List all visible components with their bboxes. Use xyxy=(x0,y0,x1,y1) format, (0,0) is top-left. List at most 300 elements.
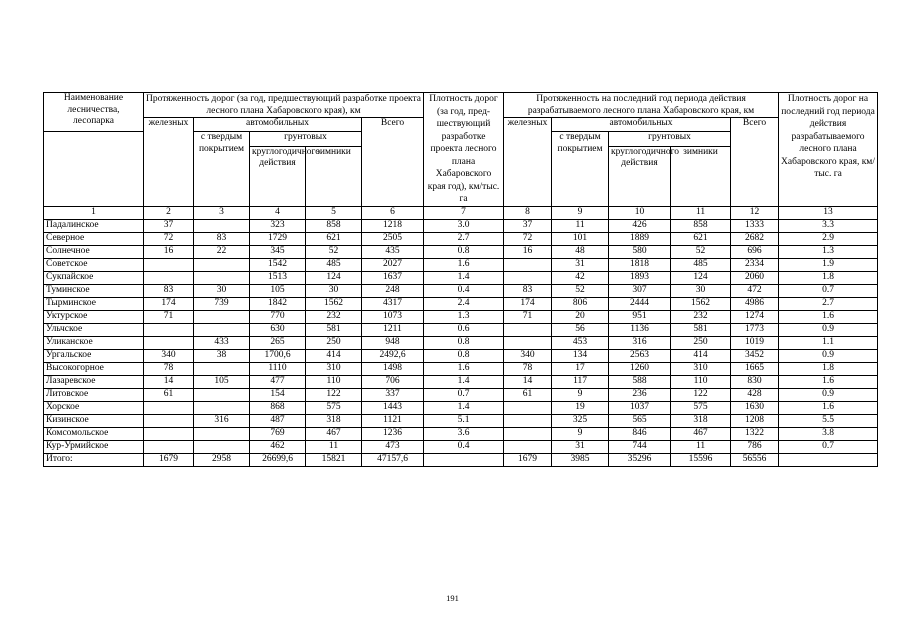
table-cell: 72 xyxy=(504,232,552,245)
table-row xyxy=(44,362,878,375)
table-cell: 0.4 xyxy=(424,284,504,297)
table-row xyxy=(44,310,878,323)
table-cell: 47157,6 xyxy=(362,453,424,466)
table-cell: 11 xyxy=(306,440,362,453)
table-cell: 1700,6 xyxy=(250,349,306,362)
table-cell: 11 xyxy=(552,219,609,232)
table-cell: 154 xyxy=(250,388,306,401)
table-cell: 318 xyxy=(671,414,731,427)
table-cell: 858 xyxy=(306,219,362,232)
table-cell: 0.8 xyxy=(424,245,504,258)
table-cell xyxy=(504,271,552,284)
table-cell: 232 xyxy=(671,310,731,323)
column-number: 5 xyxy=(306,206,362,219)
table-cell: 345 xyxy=(250,245,306,258)
header-year-round-last: круглогодичного действия xyxy=(609,146,671,206)
table-cell: 1729 xyxy=(250,232,306,245)
header-dirt: грунтовых xyxy=(250,132,362,146)
table-cell xyxy=(504,323,552,336)
table-cell: 42 xyxy=(552,271,609,284)
table-cell: 1.4 xyxy=(424,271,504,284)
table-cell: 1498 xyxy=(362,362,424,375)
table-cell: 15821 xyxy=(306,453,362,466)
column-number: 3 xyxy=(194,206,250,219)
header-last-density: Плотность дорог на последний год периода действия разрабатываемого лесного плана Хабаровского края, км/тыс. га xyxy=(779,93,878,207)
table-cell: 250 xyxy=(671,336,731,349)
table-cell: 316 xyxy=(609,336,671,349)
table-cell xyxy=(144,414,194,427)
table-cell: 428 xyxy=(731,388,779,401)
table-cell: 868 xyxy=(250,401,306,414)
table-cell: 1322 xyxy=(731,427,779,440)
table-cell xyxy=(144,427,194,440)
table-cell xyxy=(194,258,250,271)
table-cell: 5.1 xyxy=(424,414,504,427)
table-cell: 1.6 xyxy=(779,310,878,323)
column-number: 10 xyxy=(609,206,671,219)
table-cell: 1218 xyxy=(362,219,424,232)
table-cell: 2.4 xyxy=(424,297,504,310)
table-cell: 265 xyxy=(250,336,306,349)
table-cell: 78 xyxy=(144,362,194,375)
column-number: 12 xyxy=(731,206,779,219)
table-cell: 35296 xyxy=(609,453,671,466)
table-cell: 414 xyxy=(306,349,362,362)
table-cell: 948 xyxy=(362,336,424,349)
table-cell: 22 xyxy=(194,245,250,258)
table-cell: 1542 xyxy=(250,258,306,271)
table-cell: 1.6 xyxy=(779,401,878,414)
column-number: 1 xyxy=(44,206,144,219)
header-total-last: Всего xyxy=(731,118,779,207)
road-table xyxy=(43,92,878,467)
table-cell: 706 xyxy=(362,375,424,388)
table-row xyxy=(44,297,878,310)
table-cell: 52 xyxy=(306,245,362,258)
table-cell: 122 xyxy=(671,388,731,401)
forestry-name: Уктурское xyxy=(44,310,144,323)
table-cell: 17 xyxy=(552,362,609,375)
forestry-name: Уликанское xyxy=(44,336,144,349)
forestry-name: Кур-Урмийское xyxy=(44,440,144,453)
table-cell: 1443 xyxy=(362,401,424,414)
table-cell: 101 xyxy=(552,232,609,245)
table-cell: 3985 xyxy=(552,453,609,466)
table-cell: 1.6 xyxy=(424,258,504,271)
column-numbers-row xyxy=(44,206,878,219)
forestry-name: Советское xyxy=(44,258,144,271)
column-number: 9 xyxy=(552,206,609,219)
header-railway-last: железных xyxy=(504,118,552,207)
table-cell: 1037 xyxy=(609,401,671,414)
table-cell: 48 xyxy=(552,245,609,258)
table-cell: 3452 xyxy=(731,349,779,362)
table-cell: 433 xyxy=(194,336,250,349)
table-cell: 2060 xyxy=(731,271,779,284)
table-cell: 1818 xyxy=(609,258,671,271)
table-cell: 0.7 xyxy=(779,284,878,297)
table-cell: 4317 xyxy=(362,297,424,310)
table-cell xyxy=(194,440,250,453)
table-cell: 1.1 xyxy=(779,336,878,349)
table-cell: 340 xyxy=(144,349,194,362)
table-cell: 1513 xyxy=(250,271,306,284)
forestry-name: Кизинское xyxy=(44,414,144,427)
table-cell: 71 xyxy=(504,310,552,323)
table-cell xyxy=(504,427,552,440)
table-cell: 83 xyxy=(504,284,552,297)
table-cell: 250 xyxy=(306,336,362,349)
table-cell: 1.6 xyxy=(779,375,878,388)
forestry-name: Солнечное xyxy=(44,245,144,258)
table-cell: 337 xyxy=(362,388,424,401)
table-cell: 71 xyxy=(144,310,194,323)
table-cell: 467 xyxy=(306,427,362,440)
table-cell: 0.7 xyxy=(779,440,878,453)
table-cell xyxy=(144,336,194,349)
table-cell: 414 xyxy=(671,349,731,362)
table-cell: 1260 xyxy=(609,362,671,375)
table-cell xyxy=(194,323,250,336)
table-cell: 134 xyxy=(552,349,609,362)
table-cell: 0.9 xyxy=(779,323,878,336)
table-row xyxy=(44,414,878,427)
table-cell: 473 xyxy=(362,440,424,453)
table-row xyxy=(44,232,878,245)
header-prev-density: Плотность дорог (за год, пред-шествующий разработке проекта лесного плана Хабаровского края год), км/тыс. га xyxy=(424,93,504,207)
table-cell: 19 xyxy=(552,401,609,414)
table-cell xyxy=(504,258,552,271)
table-cell: 110 xyxy=(306,375,362,388)
table-cell: 124 xyxy=(671,271,731,284)
table-cell: 467 xyxy=(671,427,731,440)
table-cell xyxy=(194,271,250,284)
column-number: 6 xyxy=(362,206,424,219)
forestry-name: Хорское xyxy=(44,401,144,414)
table-row xyxy=(44,258,878,271)
table-cell: 1.4 xyxy=(424,375,504,388)
table-row xyxy=(44,388,878,401)
table-cell: 1562 xyxy=(671,297,731,310)
table-cell: 307 xyxy=(609,284,671,297)
table-cell: 340 xyxy=(504,349,552,362)
table-cell: 575 xyxy=(671,401,731,414)
table-cell: 0.6 xyxy=(424,323,504,336)
table-cell: 15596 xyxy=(671,453,731,466)
table-cell: 0.8 xyxy=(424,349,504,362)
table-cell xyxy=(504,401,552,414)
forestry-name: Литовское xyxy=(44,388,144,401)
table-cell: 83 xyxy=(194,232,250,245)
table-cell: 462 xyxy=(250,440,306,453)
table-cell: 2958 xyxy=(194,453,250,466)
forestry-name: Сукпайское xyxy=(44,271,144,284)
forestry-name: Итого: xyxy=(44,453,144,466)
table-cell: 1.8 xyxy=(779,271,878,284)
table-cell: 0.8 xyxy=(424,336,504,349)
table-cell: 2492,6 xyxy=(362,349,424,362)
table-cell: 575 xyxy=(306,401,362,414)
forestry-name: Северное xyxy=(44,232,144,245)
table-cell: 1.9 xyxy=(779,258,878,271)
header-last-length: Протяженность на последний год периода действия разрабатываемого лесного плана Хабаровского края, км xyxy=(504,93,779,118)
table-cell: 26699,6 xyxy=(250,453,306,466)
table-cell: 11 xyxy=(671,440,731,453)
table-cell: 769 xyxy=(250,427,306,440)
table-cell: 630 xyxy=(250,323,306,336)
table-row xyxy=(44,401,878,414)
table-cell: 318 xyxy=(306,414,362,427)
table-row xyxy=(44,323,878,336)
table-cell xyxy=(144,401,194,414)
table-cell: 0.7 xyxy=(424,388,504,401)
table-row xyxy=(44,219,878,232)
table-cell: 1.8 xyxy=(779,362,878,375)
table-cell: 31 xyxy=(552,440,609,453)
table-cell: 1110 xyxy=(250,362,306,375)
table-cell: 37 xyxy=(144,219,194,232)
table-cell: 1019 xyxy=(731,336,779,349)
table-cell: 2563 xyxy=(609,349,671,362)
table-cell: 232 xyxy=(306,310,362,323)
table-cell: 1665 xyxy=(731,362,779,375)
table-cell: 9 xyxy=(552,388,609,401)
table-cell: 1773 xyxy=(731,323,779,336)
table-cell: 1.4 xyxy=(424,401,504,414)
table-cell: 52 xyxy=(552,284,609,297)
table-cell: 786 xyxy=(731,440,779,453)
table-cell: 1.6 xyxy=(424,362,504,375)
table-row xyxy=(44,375,878,388)
table-row xyxy=(44,349,878,362)
table-cell: 310 xyxy=(671,362,731,375)
table-cell: 0.4 xyxy=(424,440,504,453)
table-cell xyxy=(194,362,250,375)
table-cell: 1211 xyxy=(362,323,424,336)
forestry-name: Ургальское xyxy=(44,349,144,362)
column-number: 4 xyxy=(250,206,306,219)
table-row xyxy=(44,284,878,297)
table-cell xyxy=(194,310,250,323)
table-cell: 1274 xyxy=(731,310,779,323)
column-number: 8 xyxy=(504,206,552,219)
header-prev-length: Протяженность дорог (за год, предшествующий разработке проекта лесного плана Хабаровского края), км xyxy=(144,93,424,118)
table-row xyxy=(44,271,878,284)
table-cell: 310 xyxy=(306,362,362,375)
table-cell: 1630 xyxy=(731,401,779,414)
table-cell: 453 xyxy=(552,336,609,349)
forestry-name: Высокогорное xyxy=(44,362,144,375)
table-cell: 14 xyxy=(144,375,194,388)
table-cell: 16 xyxy=(504,245,552,258)
table-cell: 61 xyxy=(144,388,194,401)
table-cell: 72 xyxy=(144,232,194,245)
table-cell: 477 xyxy=(250,375,306,388)
table-cell: 14 xyxy=(504,375,552,388)
table-cell: 30 xyxy=(306,284,362,297)
table-cell: 739 xyxy=(194,297,250,310)
table-cell xyxy=(144,258,194,271)
table-cell: 472 xyxy=(731,284,779,297)
table-cell: 37 xyxy=(504,219,552,232)
table-cell: 124 xyxy=(306,271,362,284)
table-cell: 20 xyxy=(552,310,609,323)
table-cell: 105 xyxy=(194,375,250,388)
table-cell: 2027 xyxy=(362,258,424,271)
table-cell: 1121 xyxy=(362,414,424,427)
table-cell: 4986 xyxy=(731,297,779,310)
table-cell xyxy=(424,453,504,466)
header-winter: зимники xyxy=(306,146,362,206)
table-cell: 61 xyxy=(504,388,552,401)
header-winter-last: зимники xyxy=(671,146,731,206)
table-cell: 485 xyxy=(306,258,362,271)
table-cell: 565 xyxy=(609,414,671,427)
table-cell: 2.7 xyxy=(779,297,878,310)
table-cell: 1679 xyxy=(504,453,552,466)
header-dirt-last: грунтовых xyxy=(609,132,731,146)
table-cell xyxy=(779,453,878,466)
table-cell: 38 xyxy=(194,349,250,362)
table-cell: 1333 xyxy=(731,219,779,232)
forestry-name: Падалинское xyxy=(44,219,144,232)
column-number: 13 xyxy=(779,206,878,219)
header-hard-surface: с твердым покрытием xyxy=(194,132,250,206)
table-cell: 30 xyxy=(194,284,250,297)
table-cell: 174 xyxy=(504,297,552,310)
table-cell: 581 xyxy=(671,323,731,336)
table-cell: 56 xyxy=(552,323,609,336)
table-row xyxy=(44,245,878,258)
header-total: Всего xyxy=(362,118,424,207)
table-cell: 110 xyxy=(671,375,731,388)
forestry-name: Ульчское xyxy=(44,323,144,336)
table-cell: 325 xyxy=(552,414,609,427)
forestry-name: Туминское xyxy=(44,284,144,297)
table-cell xyxy=(504,440,552,453)
table-cell: 31 xyxy=(552,258,609,271)
table-cell: 580 xyxy=(609,245,671,258)
table-cell: 485 xyxy=(671,258,731,271)
table-cell: 105 xyxy=(250,284,306,297)
table-cell: 621 xyxy=(306,232,362,245)
table-cell: 3.3 xyxy=(779,219,878,232)
table-cell: 1842 xyxy=(250,297,306,310)
forestry-name: Тырминское xyxy=(44,297,144,310)
table-cell: 806 xyxy=(552,297,609,310)
table-row xyxy=(44,427,878,440)
table-cell: 830 xyxy=(731,375,779,388)
table-cell: 1236 xyxy=(362,427,424,440)
table-cell xyxy=(504,414,552,427)
table-cell: 1893 xyxy=(609,271,671,284)
table-cell: 9 xyxy=(552,427,609,440)
header-name-col: Наименование лесничества, лесопарка xyxy=(44,93,144,132)
table-cell: 426 xyxy=(609,219,671,232)
table-row xyxy=(44,336,878,349)
table-cell: 0.9 xyxy=(779,349,878,362)
table-cell: 1562 xyxy=(306,297,362,310)
column-number: 2 xyxy=(144,206,194,219)
table-cell: 2505 xyxy=(362,232,424,245)
table-cell xyxy=(144,271,194,284)
table-cell: 588 xyxy=(609,375,671,388)
table-cell: 248 xyxy=(362,284,424,297)
header-name-col-cont xyxy=(44,132,144,206)
table-cell: 5.5 xyxy=(779,414,878,427)
header-auto-last: автомобильных xyxy=(552,118,731,132)
column-number: 7 xyxy=(424,206,504,219)
table-cell: 1889 xyxy=(609,232,671,245)
table-cell: 56556 xyxy=(731,453,779,466)
table-cell: 2.7 xyxy=(424,232,504,245)
table-cell: 122 xyxy=(306,388,362,401)
table-cell: 1073 xyxy=(362,310,424,323)
table-cell: 951 xyxy=(609,310,671,323)
table-cell: 3.0 xyxy=(424,219,504,232)
table-cell: 1.3 xyxy=(424,310,504,323)
table-cell: 435 xyxy=(362,245,424,258)
table-cell: 487 xyxy=(250,414,306,427)
table-cell: 2682 xyxy=(731,232,779,245)
table-cell: 770 xyxy=(250,310,306,323)
table-cell: 581 xyxy=(306,323,362,336)
page-number: 191 xyxy=(446,593,459,603)
table-cell: 744 xyxy=(609,440,671,453)
table-cell xyxy=(144,440,194,453)
header-auto: автомобильных xyxy=(194,118,362,132)
header-hard-surface-last: с твердым покрытием xyxy=(552,132,609,206)
table-cell xyxy=(194,427,250,440)
table-cell xyxy=(504,336,552,349)
forestry-name: Комсомольское xyxy=(44,427,144,440)
table-cell: 83 xyxy=(144,284,194,297)
table-cell xyxy=(194,219,250,232)
table-cell: 2.9 xyxy=(779,232,878,245)
table-cell: 117 xyxy=(552,375,609,388)
table-cell: 3.8 xyxy=(779,427,878,440)
table-cell: 0.9 xyxy=(779,388,878,401)
table-cell: 846 xyxy=(609,427,671,440)
table-cell: 621 xyxy=(671,232,731,245)
header-railway: железных xyxy=(144,118,194,207)
table-cell: 174 xyxy=(144,297,194,310)
forestry-name: Лазаревское xyxy=(44,375,144,388)
table-cell: 2444 xyxy=(609,297,671,310)
table-cell: 316 xyxy=(194,414,250,427)
table-cell: 52 xyxy=(671,245,731,258)
table-cell xyxy=(194,401,250,414)
column-number: 11 xyxy=(671,206,731,219)
table-cell: 696 xyxy=(731,245,779,258)
table-cell: 16 xyxy=(144,245,194,258)
table-cell: 1637 xyxy=(362,271,424,284)
table-row xyxy=(44,453,878,466)
table-cell: 236 xyxy=(609,388,671,401)
table-cell: 858 xyxy=(671,219,731,232)
table-cell: 30 xyxy=(671,284,731,297)
table-cell xyxy=(194,388,250,401)
table-cell: 1208 xyxy=(731,414,779,427)
table-cell: 323 xyxy=(250,219,306,232)
table-cell: 3.6 xyxy=(424,427,504,440)
table-cell: 1679 xyxy=(144,453,194,466)
table-cell: 1.3 xyxy=(779,245,878,258)
table-cell xyxy=(144,323,194,336)
table-row xyxy=(44,440,878,453)
table-cell: 2334 xyxy=(731,258,779,271)
table-cell: 78 xyxy=(504,362,552,375)
